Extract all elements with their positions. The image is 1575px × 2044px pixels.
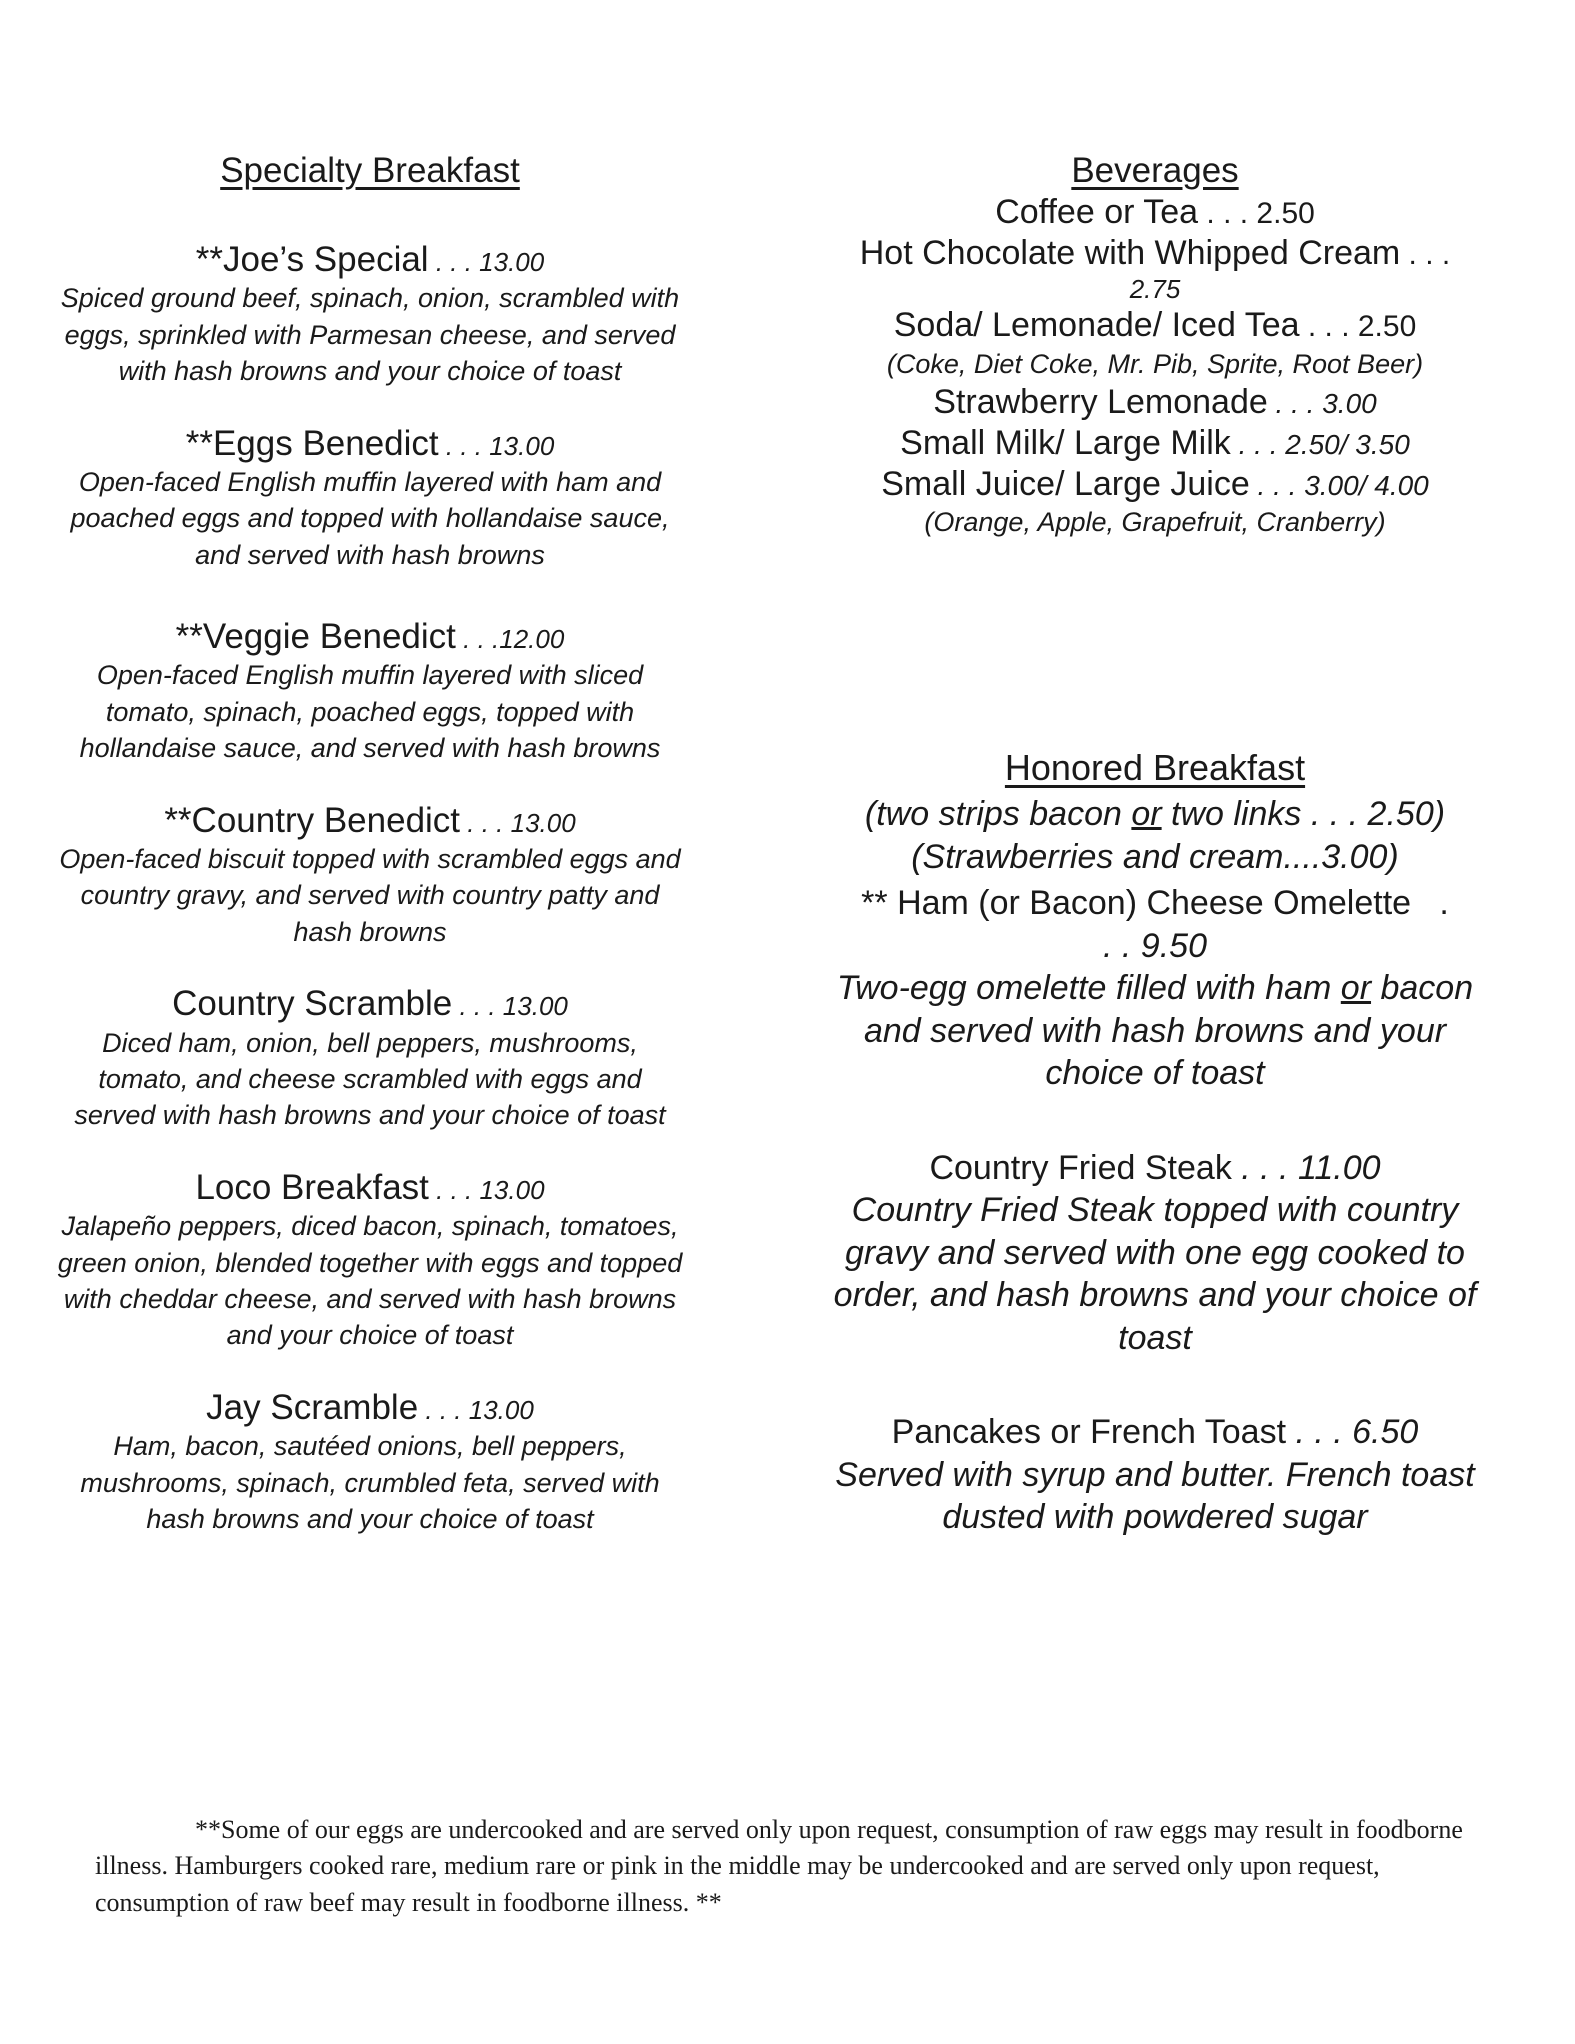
menu-item-country-scramble [55, 984, 685, 1134]
item-description: Served with syrup and butter. French toast dusted with powdered sugar [835, 1455, 1475, 1537]
beverage-coffee [820, 192, 1490, 233]
beverage-soda [820, 305, 1490, 346]
beverage-note: (Orange, Apple, Grapefruit, Cranberry) [924, 507, 1386, 538]
menu-item-omelette [820, 882, 1490, 1095]
beverage-price: . . . 2.50 [1299, 309, 1417, 343]
beverage-hot-chocolate [820, 233, 1490, 274]
item-price: . . . 13.00 [438, 430, 555, 461]
item-name: Country Scramble [172, 984, 453, 1024]
beverage-name: Small Juice/ Large Juice [881, 464, 1250, 503]
item-description: Open-faced English muffin layered with ham and poached eggs and topped with hollandaise sauce, and served with hash browns [70, 466, 670, 570]
beverage-name: Hot Chocolate with Whipped Cream [859, 233, 1401, 272]
specialty-breakfast-title: Specialty Breakfast [220, 151, 520, 190]
raw-egg-disclaimer: **Some of our eggs are undercooked and are served only upon request, consumption of raw eggs may result in foodborne illness. Hamburgers cooked rare, medium rare or pink in the middle may be undercooked and are served only upon request, consumption of raw beef may result in foodborne illness. ** [95, 1815, 1463, 1917]
beverage-price: . . . 2.50/ 3.50 [1230, 428, 1410, 460]
honored-breakfast-title: Honored Breakfast [1004, 746, 1306, 788]
item-price: . . . 13.00 [428, 1174, 545, 1205]
item-name: **Country Benedict [164, 800, 461, 840]
item-description: Diced ham, onion, bell peppers, mushrooms, tomato, and cheese scrambled with eggs and served with hash browns and your choice of toast [74, 1027, 666, 1131]
addon-bacon-links: (two strips bacon or two links . . . 2.50) [864, 795, 1446, 834]
menu-item-eggs-benedict [55, 424, 685, 574]
beverage-name: Small Milk/ Large Milk [900, 423, 1231, 462]
item-name: **Veggie Benedict [175, 617, 456, 657]
right-column [820, 150, 1490, 1591]
specialty-breakfast-section [55, 150, 685, 1571]
item-name: Jay Scramble [206, 1387, 419, 1427]
item-name: **Eggs Benedict [185, 423, 439, 463]
item-name: Loco Breakfast [195, 1167, 429, 1207]
item-name: Country Fried Steak [929, 1148, 1232, 1187]
item-price: . . .12.00 [455, 624, 565, 655]
item-price: . . . 13.00 [418, 1394, 534, 1425]
beverage-name: Strawberry Lemonade [933, 383, 1268, 422]
beverage-strawberry-lemonade [820, 382, 1490, 423]
beverage-price: . . . 2.50 [1198, 197, 1315, 230]
menu-item-country-benedict [55, 801, 685, 951]
beverages-section [820, 150, 1490, 541]
menu-item-pancakes [820, 1411, 1490, 1539]
item-description: Ham, bacon, sautéed onions, bell peppers, mushrooms, spinach, crumbled feta, served with hash browns and your choice of toast [80, 1431, 660, 1534]
menu-item-country-fried-steak [820, 1147, 1490, 1360]
item-description: Two-egg omelette filled with ham or bacon and served with hash browns and your choice of toast [836, 969, 1474, 1093]
item-price: . . 9.50 [1103, 926, 1207, 965]
beverage-juice [820, 464, 1490, 505]
beverage-name: Soda/ Lemonade/ Iced Tea [893, 305, 1300, 344]
beverage-milk [820, 423, 1490, 464]
item-description: Spiced ground beef, spinach, onion, scrambled with eggs, sprinkled with Parmesan cheese, and served with hash browns and your choice of toast [60, 283, 680, 387]
item-name: Pancakes or French Toast [891, 1413, 1287, 1452]
item-description: Open-faced English muffin layered with sliced tomato, spinach, poached eggs, topped with hollandaise sauce, and served with hash browns [79, 660, 661, 764]
beverage-dots: . . . [1400, 237, 1451, 271]
item-price: . . . 11.00 [1231, 1148, 1381, 1187]
beverages-title: Beverages [1071, 151, 1239, 190]
item-price: . . . 6.50 [1286, 1413, 1419, 1452]
item-price: . . . 13.00 [428, 247, 545, 277]
item-name: **Joe’s Special [195, 240, 429, 279]
beverage-note: (Coke, Diet Coke, Mr. Pib, Sprite, Root Beer) [886, 348, 1424, 379]
item-description: Open-faced biscuit topped with scrambled eggs and country gravy, and served with country patty and hash browns [59, 843, 681, 947]
addon-strawberries: (Strawberries and cream....3.00) [911, 837, 1399, 876]
item-description: Jalapeño peppers, diced bacon, spinach, tomatoes, green onion, blended together with eggs and topped with cheddar cheese, and served with hash browns and your choice of toast [57, 1211, 683, 1351]
beverage-name: Coffee or Tea [995, 193, 1199, 231]
item-description: Country Fried Steak topped with country gravy and served with one egg cooked to order, and hash browns and your choice of toast [833, 1191, 1477, 1357]
item-price: . . . 13.00 [460, 807, 576, 838]
menu-item-joes-special [55, 240, 685, 390]
honored-breakfast-section [820, 746, 1490, 1539]
item-name: ** Ham (or Bacon) Cheese Omelette . [861, 884, 1449, 923]
item-price: . . . 13.00 [452, 991, 568, 1022]
menu-item-loco-breakfast [55, 1168, 685, 1354]
menu-item-veggie-benedict [55, 617, 685, 767]
beverage-price: . . . 3.00 [1267, 388, 1377, 420]
menu-item-jay-scramble [55, 1388, 685, 1538]
beverage-price: . . . 3.00/ 4.00 [1249, 469, 1429, 501]
beverage-price: 2.75 [1129, 273, 1181, 304]
